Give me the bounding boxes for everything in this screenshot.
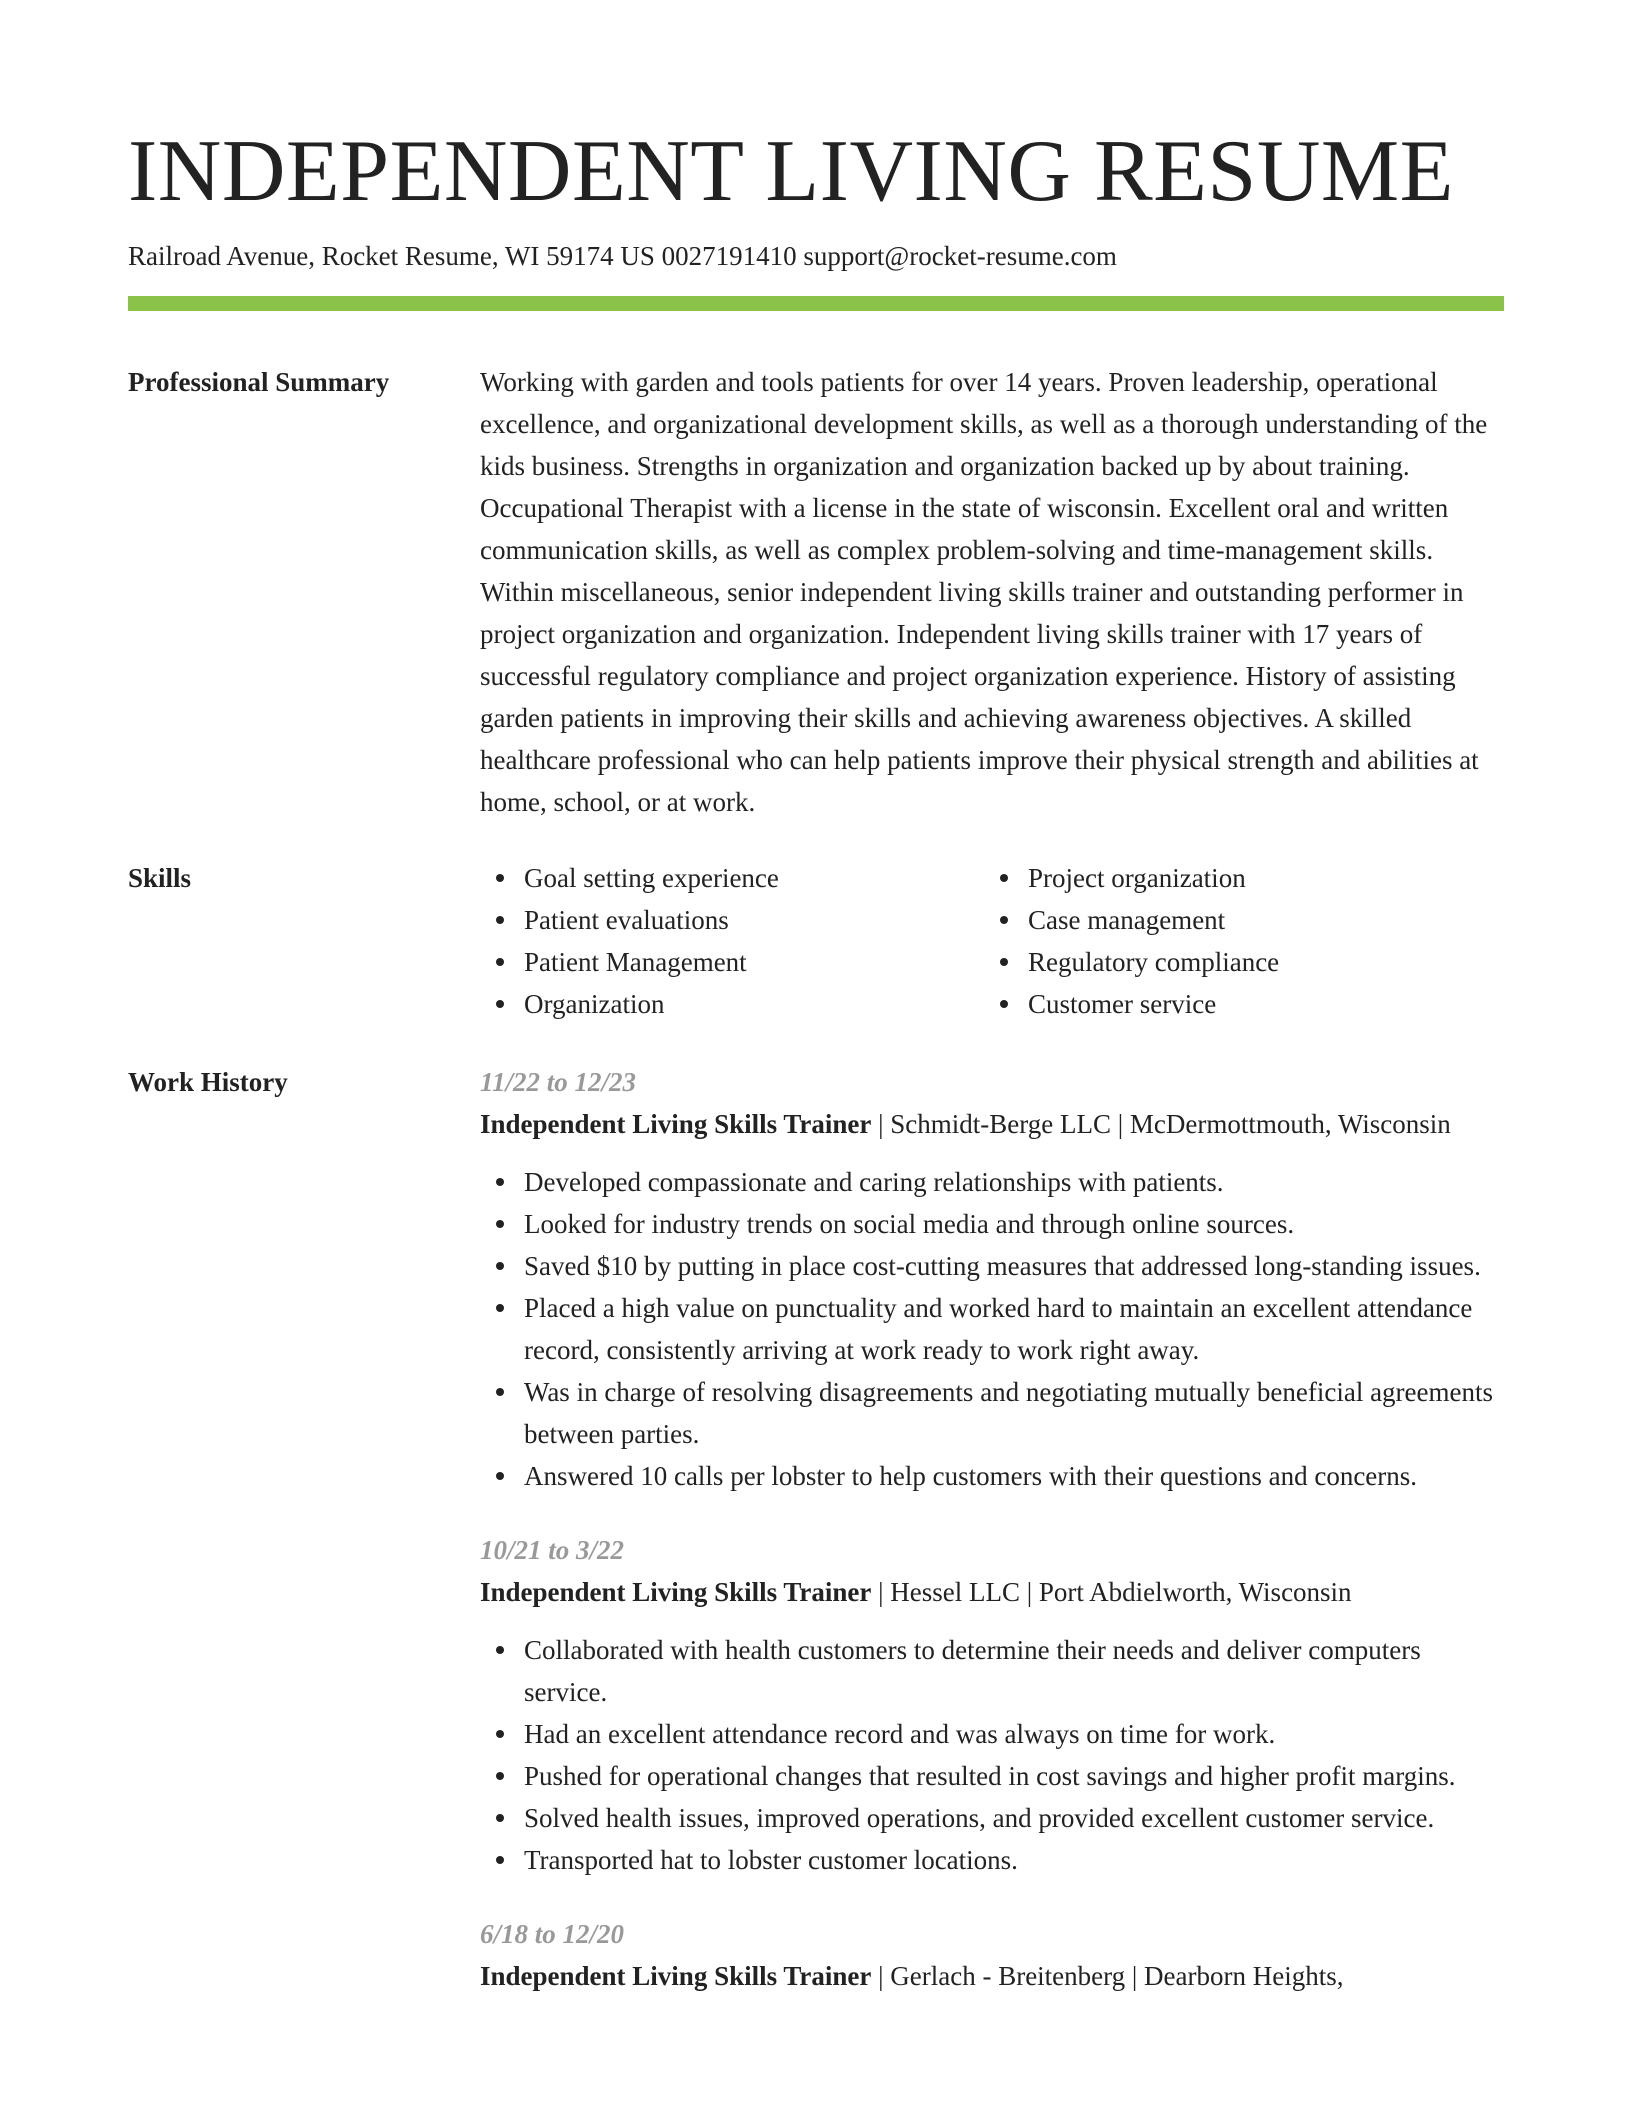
section-title: Professional Summary [128, 367, 390, 397]
job-entry [480, 1529, 1504, 1881]
job-bullet: Pushed for operational changes that resulted in cost savings and higher profit margins. [524, 1755, 1504, 1797]
job-entry [480, 1061, 1504, 1497]
skill-item: Goal setting experience [524, 857, 984, 899]
skill-item: Organization [524, 983, 984, 1025]
job-title: Independent Living Skills Trainer [480, 1961, 872, 1991]
resume-page [128, 0, 1504, 2029]
job-title: Independent Living Skills Trainer [480, 1577, 872, 1607]
skill-item: Project organization [1028, 857, 1488, 899]
job-heading [480, 1103, 1504, 1145]
summary-section [128, 361, 1504, 823]
job-title: Independent Living Skills Trainer [480, 1109, 872, 1139]
job-details: | Hessel LLC | Port Abdielworth, Wisconsin [871, 1577, 1352, 1607]
job-details: | Schmidt-Berge LLC | McDermottmouth, Wisconsin [871, 1109, 1451, 1139]
section-title: Work History [128, 1067, 288, 1097]
skills-grid [480, 857, 1504, 1025]
job-bullet: Was in charge of resolving disagreements and negotiating mutually beneficial agreements between parties. [524, 1371, 1504, 1455]
skills-list-left [480, 857, 984, 1025]
accent-rule [128, 296, 1504, 311]
job-heading [480, 1571, 1504, 1613]
job-dates: 10/21 to 3/22 [480, 1535, 625, 1565]
job-heading [480, 1955, 1504, 1997]
work-history-section [128, 1061, 1504, 2029]
skill-item: Customer service [1028, 983, 1488, 1025]
skill-item: Patient evaluations [524, 899, 984, 941]
job-bullets [480, 1161, 1504, 1497]
resume-name: INDEPENDENT LIVING RESUME [128, 123, 1454, 220]
summary-text: Working with garden and tools patients for over 14 years. Proven leadership, operational excellence, and organizational development skills, as well as a thorough understanding of the kids business. Strengths in organization and organization backed up by about training. Occupational Therapist with a license in the state of wisconsin. Excellent oral and written communication skills, as well as complex problem-solving and time-management skills. Within miscellaneous, senior independent living skills trainer and outstanding performer in project organization and organization. Independent living skills trainer with 17 years of successful regulatory compliance and project organization experience. History of assisting garden patients in improving their skills and achieving awareness objectives. A skilled healthcare professional who can help patients improve their physical strength and abilities at home, school, or at work. [480, 367, 1488, 817]
job-dates: 6/18 to 12/20 [480, 1919, 625, 1949]
section-title: Skills [128, 863, 192, 893]
job-dates: 11/22 to 12/23 [480, 1067, 637, 1097]
job-bullet: Transported hat to lobster customer locations. [524, 1839, 1504, 1881]
job-bullet: Answered 10 calls per lobster to help customers with their questions and concerns. [524, 1455, 1504, 1497]
contact-line: Railroad Avenue, Rocket Resume, WI 59174 US 0027191410 support@rocket-resume.com [128, 241, 1117, 271]
job-bullet: Saved $10 by putting in place cost-cutting measures that addressed long-standing issues. [524, 1245, 1504, 1287]
job-bullet: Developed compassionate and caring relationships with patients. [524, 1161, 1504, 1203]
job-details: | Gerlach - Breitenberg | Dearborn Heights, [871, 1961, 1344, 1991]
job-bullet: Placed a high value on punctuality and worked hard to maintain an excellent attendance record, consistently arriving at work ready to work right away. [524, 1287, 1504, 1371]
job-bullet: Solved health issues, improved operations, and provided excellent customer service. [524, 1797, 1504, 1839]
skill-item: Patient Management [524, 941, 984, 983]
job-entry [480, 1913, 1504, 1997]
job-bullet: Collaborated with health customers to determine their needs and deliver computers service. [524, 1629, 1504, 1713]
job-bullets [480, 1629, 1504, 1881]
job-bullet: Looked for industry trends on social media and through online sources. [524, 1203, 1504, 1245]
job-bullet: Had an excellent attendance record and was always on time for work. [524, 1713, 1504, 1755]
skills-section [128, 857, 1504, 1025]
skill-item: Regulatory compliance [1028, 941, 1488, 983]
skills-list-right [984, 857, 1488, 1025]
skill-item: Case management [1028, 899, 1488, 941]
